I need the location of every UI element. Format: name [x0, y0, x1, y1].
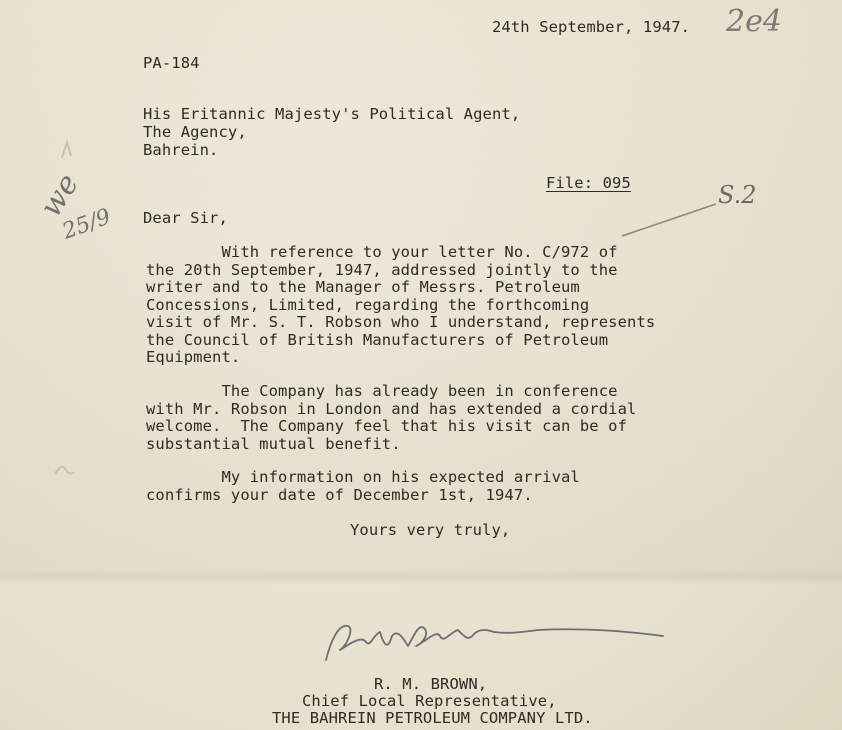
paragraph-line: welcome. The Company feel that his visit can be of — [146, 417, 628, 435]
paragraph-line: with Mr. Robson in London and has extended a cordial — [146, 400, 637, 418]
paragraph-line: The Company has already been in conference — [146, 382, 618, 400]
file-reference: File: 095 — [546, 174, 631, 192]
recipient-line-3: Bahrein. — [143, 141, 219, 159]
handwritten-signature — [318, 606, 688, 666]
signatory-title: Chief Local Representative, — [302, 692, 557, 710]
recipient-line-2: The Agency, — [143, 123, 247, 141]
pencil-stroke — [620, 200, 720, 240]
handwritten-margin-initials: we — [33, 167, 87, 224]
handwritten-margin-date: 25/9 — [59, 204, 115, 245]
paragraph-line: the 20th September, 1947, addressed jointly to the — [146, 261, 618, 279]
handwritten-s2: S.2 — [718, 181, 757, 209]
signatory-company: THE BAHREIN PETROLEUM COMPANY LTD. — [272, 709, 593, 727]
paragraph-line: visit of Mr. S. T. Robson who I understand, represents — [146, 313, 656, 331]
paragraph-line: substantial mutual benefit. — [146, 435, 401, 453]
paragraph-line: Equipment. — [146, 348, 241, 366]
margin-tick-mark-1 — [60, 140, 74, 160]
signatory-name: R. M. BROWN, — [374, 675, 488, 693]
recipient-line-1: His Eritannic Majesty's Political Agent, — [143, 105, 521, 123]
paragraph-line: writer and to the Manager of Messrs. Petroleum — [146, 278, 580, 296]
paragraph-line: confirms your date of December 1st, 1947. — [146, 486, 533, 504]
paragraph-line: With reference to your letter No. C/972 of — [146, 243, 618, 261]
paragraph-line: Concessions, Limited, regarding the forthcoming — [146, 296, 590, 314]
paragraph-line: My information on his expected arrival — [146, 468, 580, 486]
salutation: Dear Sir, — [143, 209, 228, 227]
paragraph-line: the Council of British Manufacturers of Petroleum — [146, 331, 609, 349]
margin-tick-mark-2 — [52, 460, 76, 480]
letter-date: 24th September, 1947. — [492, 18, 691, 36]
handwritten-note-top-right: 2e4 — [726, 4, 782, 39]
reference-number: PA-184 — [143, 54, 200, 72]
closing: Yours very truly, — [350, 521, 511, 539]
